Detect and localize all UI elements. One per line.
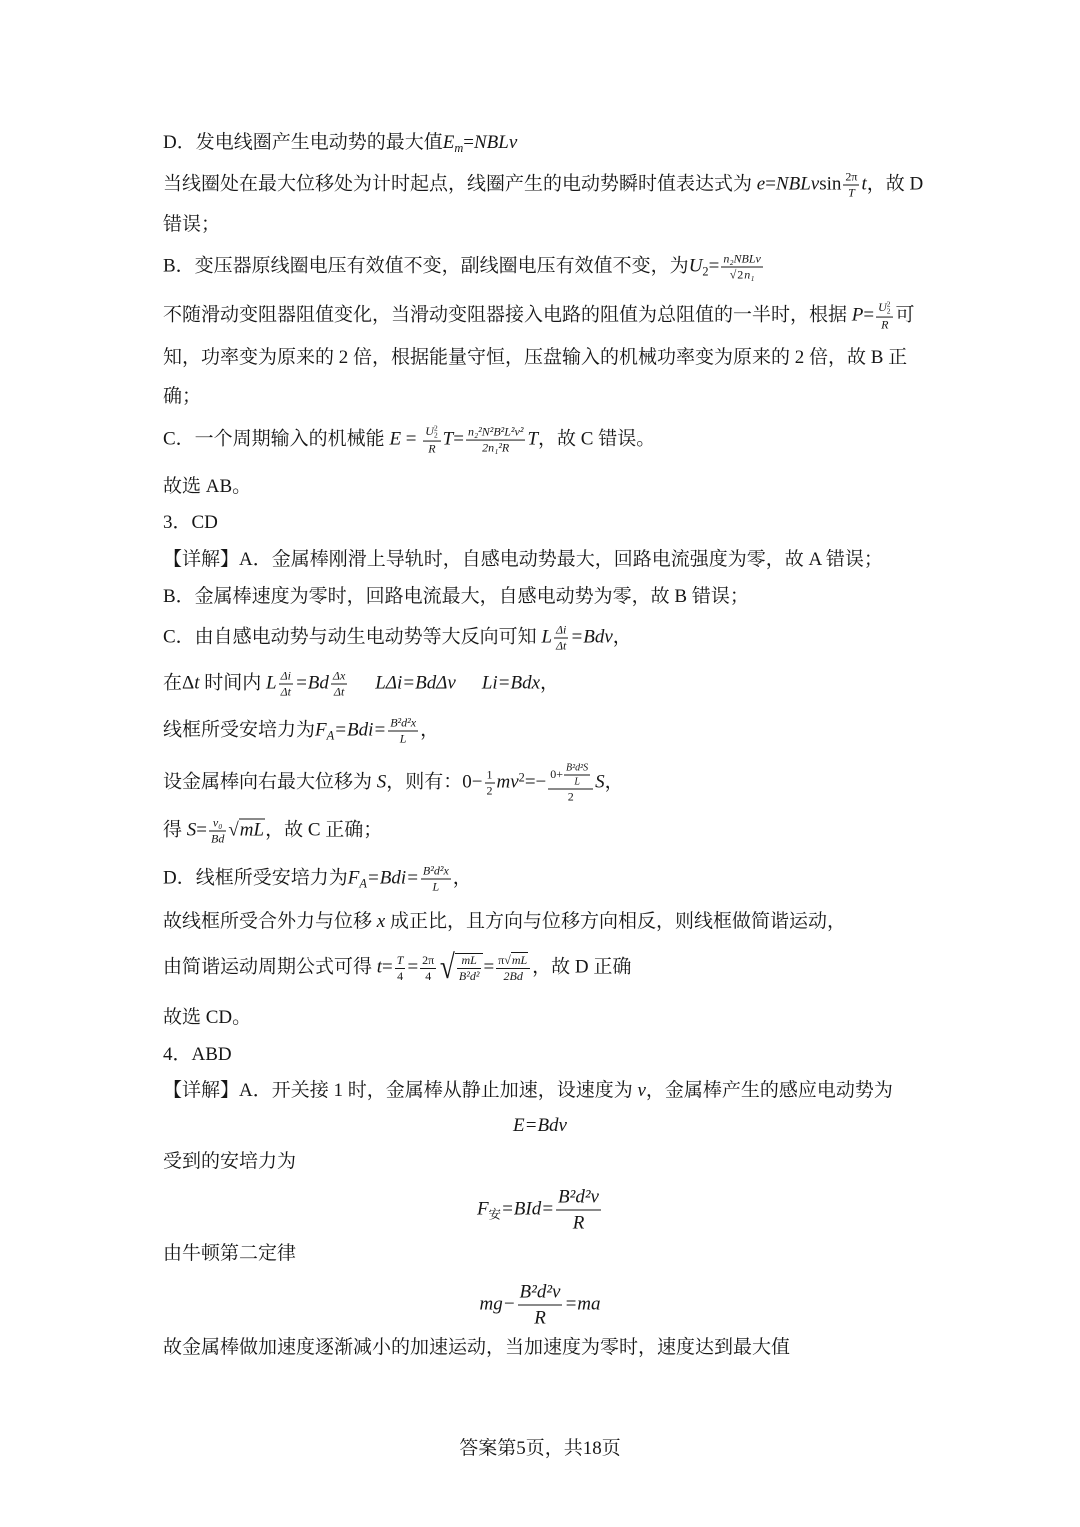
q4-text-line: [163, 1241, 296, 1267]
math-expr: Li=Bdx: [481, 672, 541, 694]
fraction: [485, 769, 495, 798]
q2-emf-instantaneous-line: [163, 171, 923, 200]
text: 【详解】A．开关接 1 时，金属棒从静止加速，设速度为: [163, 1080, 638, 1101]
q3-option-a-line: [163, 547, 883, 573]
sqrt-radicand: mL: [239, 819, 265, 841]
math-operator: =−: [524, 771, 547, 793]
q3-option-c-line: [163, 624, 632, 653]
fraction-numerator: B²d²x: [422, 863, 449, 878]
fraction-denominator: R: [428, 441, 436, 456]
math-expr: 0+: [550, 766, 564, 781]
fraction-numerator: [423, 425, 440, 442]
q2-option-b-line: [163, 253, 765, 282]
fraction-denominator: 2: [567, 789, 574, 804]
math-expr: =BId=: [500, 1198, 555, 1220]
fraction-denominator: L: [432, 879, 440, 894]
fraction: [421, 865, 451, 894]
q4-force-equation: [0, 1186, 1080, 1235]
q3-heading: [163, 510, 218, 536]
math-var: t: [861, 173, 867, 195]
subscript: 2: [702, 264, 709, 279]
math-var: E: [389, 428, 402, 450]
fraction: [420, 954, 436, 983]
math-var: e: [756, 173, 766, 195]
fraction-denominator: 2: [486, 783, 493, 798]
subscript: m: [454, 140, 464, 155]
text: 得: [163, 819, 187, 841]
fraction-numerator: n₂²N²B²L²v²: [467, 424, 524, 439]
subscript: 安: [488, 1207, 501, 1222]
math-var: L: [266, 672, 277, 694]
fraction-denominator: R: [881, 317, 889, 332]
q2-option-c-line: [163, 425, 655, 456]
text: 故金属棒做加速度逐渐减小的加速运动，当加速度为零时，速度达到最大值: [163, 1337, 791, 1358]
fraction-numerator: B²d²x: [390, 715, 417, 730]
text: 3．CD: [163, 512, 218, 533]
fraction: [466, 426, 526, 455]
text: 不随滑动变阻器阻值变化，当滑动变阻器接入电路的阻值为总阻值的一半时，根据: [163, 304, 852, 326]
fraction-numerator: 2π: [422, 952, 435, 967]
math-var: t: [376, 956, 383, 978]
math-expr: =Bdi=: [366, 867, 419, 889]
math-operator: =: [765, 173, 776, 195]
fraction-denominator: L: [574, 776, 580, 788]
text: 可: [895, 304, 915, 326]
fraction-numerator: [876, 301, 893, 318]
math-var: U: [688, 255, 703, 277]
sqrt-sign: √: [228, 819, 239, 841]
text: ，: [452, 867, 472, 889]
math-function: sin: [819, 173, 842, 195]
superscript: 2: [518, 770, 525, 785]
text: 知，功率变为原来的 2 倍，根据能量守恒，压盘输入的机械功率变为原来的 2 倍，故 B 正: [163, 347, 908, 368]
math-var: T: [442, 428, 454, 450]
math-var: P: [851, 304, 864, 326]
q3-period-line: [163, 951, 631, 985]
fraction-denominator: T: [848, 185, 855, 200]
text: 故选 AB。: [163, 476, 252, 497]
math-var: F: [315, 719, 327, 741]
text: 受到的安培力为: [163, 1151, 297, 1172]
fraction: [209, 817, 226, 846]
fraction-denominator: Δt: [280, 684, 291, 699]
fraction: [423, 425, 440, 456]
math-var: F: [347, 867, 360, 889]
math-expr: mv: [496, 771, 519, 793]
fraction-numerator: Δx: [332, 668, 346, 683]
fraction-numerator: B²d²v: [518, 1281, 563, 1306]
text: ，金属棒产生的感应电动势为: [645, 1080, 893, 1101]
math-expr: =Bdi=: [334, 719, 387, 741]
square-root: [438, 951, 483, 985]
superscript: 2: [433, 423, 438, 433]
q3-energy-line: [163, 763, 624, 804]
fraction: [843, 171, 859, 200]
math-expr: =Bdv: [570, 626, 613, 648]
sub-sup-stack: [887, 301, 891, 316]
fraction-numerator: n₂NBLv: [723, 251, 761, 266]
fraction: [554, 624, 568, 653]
math-var: v: [637, 1080, 646, 1101]
text: 4．ABD: [163, 1044, 232, 1065]
fraction-denominator: 4: [425, 968, 432, 983]
q2-answer: [163, 474, 251, 500]
fraction-denominator: 2Bd: [503, 968, 523, 983]
math-operator: =: [483, 956, 495, 978]
text: B．金属棒速度为零时，回路电流最大，自感电动势为零，故 B 错误；: [163, 586, 749, 607]
superscript: 2: [886, 299, 891, 309]
q4-heading: [163, 1042, 232, 1068]
text: ，故 C 错误。: [538, 428, 656, 450]
fraction-denominator: Δt: [333, 684, 345, 699]
math-operator: =: [382, 956, 393, 978]
fraction-denominator: 2n₁²R: [482, 440, 510, 455]
math-var: L: [541, 626, 553, 648]
math-var: F: [477, 1198, 489, 1220]
fraction-denominator: Bd: [210, 831, 225, 846]
text: 【详解】A．金属棒刚滑上导轨时，自感电动势最大，回路电流强度为零，故 A 错误；: [163, 549, 883, 570]
math-var: S: [186, 819, 197, 841]
fraction-numerator: v₀: [209, 817, 226, 832]
subscript: 2: [886, 307, 891, 316]
q2-power-line: [163, 301, 915, 332]
text: D．发电线圈产生电动势的最大值: [163, 132, 443, 153]
fraction: [395, 954, 406, 983]
sqrt-radicand: [455, 953, 484, 983]
fraction-denominator: B²d²: [458, 969, 480, 983]
math-var: U: [878, 299, 887, 314]
text: C．由自感电动势与动生电动势等大反向可知: [163, 626, 542, 648]
math-expr: NBLv: [473, 132, 518, 153]
text: 故选 CD。: [163, 1007, 252, 1028]
text: ，故 C 正确；: [265, 819, 383, 841]
q4-newton-equation: [0, 1281, 1080, 1330]
math-var: n₁: [744, 267, 755, 282]
text: C．一个周期输入的机械能: [163, 428, 390, 450]
fraction-denominator: R: [572, 1212, 585, 1234]
fraction: [388, 717, 418, 746]
text: ，则有：: [386, 771, 463, 793]
fraction: [331, 670, 347, 699]
q2-option-d-line: [163, 130, 517, 156]
q3-derivation-line: [163, 670, 559, 699]
fraction-denominator: L: [399, 731, 407, 746]
text: 当线圈处在最大位移处为计时起点，线圈产生的电动势瞬时值表达式为: [163, 173, 757, 195]
math-expr: NBLv: [775, 173, 820, 195]
fraction: [556, 1186, 601, 1235]
math-expr: LΔi=BdΔv: [375, 672, 456, 694]
fraction-numerator: Δi: [280, 668, 291, 683]
math-operator: =: [196, 819, 207, 841]
q4-option-a-line: [163, 1078, 893, 1104]
q2-text-line: [163, 212, 220, 238]
fraction: [564, 763, 590, 788]
fraction-numerator: Δi: [556, 622, 567, 637]
fraction: [279, 670, 293, 699]
text: ，故 D 正确: [532, 956, 632, 978]
math-var: t: [194, 672, 200, 694]
fraction: [496, 954, 530, 983]
math-var: π: [498, 952, 505, 967]
sqrt-sign: √: [504, 952, 511, 967]
fraction-numerator: 1: [486, 767, 493, 782]
q3-option-d-line: [163, 865, 472, 894]
text: ，: [540, 672, 560, 694]
sqrt-sign: √: [440, 949, 456, 986]
fraction: [876, 301, 893, 332]
fraction-denominator: [721, 268, 763, 282]
math-operator: =: [708, 255, 720, 277]
subscript: 2: [433, 431, 438, 440]
fraction: [518, 1281, 563, 1330]
math-var: E: [442, 132, 455, 153]
fraction-numerator: B²d²S: [566, 762, 589, 774]
math-var: x: [376, 911, 386, 932]
page-footer: [0, 1436, 1080, 1462]
text: ，故 D: [866, 173, 924, 195]
fraction: [721, 253, 763, 282]
sub-sup-stack: [434, 425, 438, 440]
math-var: S: [376, 771, 387, 793]
fraction-numerator: B²d²v: [556, 1186, 601, 1211]
q2-text-line: [163, 345, 907, 371]
math-operator: =: [453, 428, 464, 450]
sqrt-radicand: 2: [737, 267, 744, 282]
math-expr: 0−: [462, 771, 483, 793]
fraction-numerator: [548, 763, 593, 790]
text: 时间内: [199, 672, 267, 694]
page-number: 答案第5页，共18页: [459, 1438, 621, 1459]
fraction-numerator: T: [396, 952, 404, 967]
text: 线框所受安培力为: [163, 719, 316, 741]
subscript: A: [359, 876, 367, 891]
sqrt-radicand: mL: [511, 952, 528, 967]
text: 成正比，且方向与位移方向相反，则线框做简谐运动，: [385, 911, 846, 932]
text: B．变压器原线圈电压有效值不变，副线圈电压有效值不变，为: [163, 255, 689, 277]
fraction-numerator: [496, 954, 530, 969]
q3-ampere-force-line: [163, 717, 439, 746]
fraction-denominator: Δt: [556, 638, 567, 653]
math-var: T: [527, 428, 539, 450]
fraction-numerator: 2π: [845, 169, 858, 184]
q4-text-line: [163, 1149, 296, 1175]
q4-conclusion-line: [163, 1335, 790, 1361]
math-var: U: [425, 423, 434, 438]
text: ，: [604, 771, 624, 793]
subscript: A: [326, 728, 335, 743]
text: 确；: [163, 386, 202, 407]
q3-option-b-line: [163, 584, 749, 610]
text: ，: [612, 626, 632, 648]
fraction-denominator: 4: [397, 968, 404, 983]
text: 故线框所受合外力与位移: [163, 911, 377, 932]
text: D．线框所受安培力为: [163, 867, 348, 889]
text: 错误；: [163, 214, 221, 235]
math-operator: =: [407, 956, 419, 978]
math-expr: mg−: [479, 1293, 516, 1315]
math-var: S: [595, 771, 605, 793]
math-expr: =Bd: [294, 672, 329, 694]
text: 由简谐运动周期公式可得: [163, 956, 377, 978]
q4-emf-equation: [0, 1113, 1080, 1139]
math-expr: E=Bdv: [513, 1115, 567, 1136]
sqrt-sign: √: [729, 267, 737, 282]
q2-text-line: [163, 384, 201, 410]
text: 在Δ: [163, 672, 195, 694]
math-operator: =: [401, 428, 422, 450]
fraction-denominator: R: [534, 1307, 546, 1329]
math-operator: =: [863, 304, 875, 326]
math-operator: =: [463, 132, 474, 153]
fraction: [457, 954, 482, 983]
text: 由牛顿第二定律: [163, 1243, 297, 1264]
q3-answer: [163, 1005, 251, 1031]
math-expr: =ma: [564, 1293, 601, 1315]
text: 设金属棒向右最大位移为: [163, 771, 377, 793]
fraction: [548, 763, 593, 804]
q3-shm-line: [163, 909, 846, 935]
fraction-numerator: mL: [457, 954, 482, 969]
text: ，: [420, 719, 440, 741]
q3-displacement-result-line: [163, 817, 382, 846]
